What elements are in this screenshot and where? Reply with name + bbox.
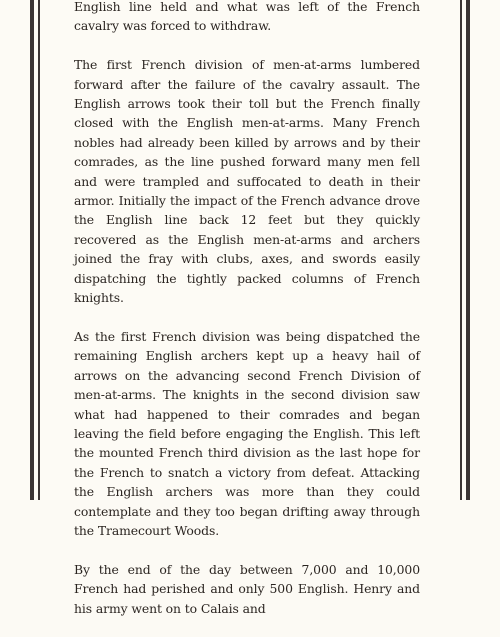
right-border-thick-rule xyxy=(466,0,470,500)
paragraph-first-division: The first French division of men-at-arms lumbered forward after the failure of the cavalry assault. The English arrows took their toll but the French finally closed with the English men-at-arms. Many French nobles had already been killed by arrows and by their comrades, as the line pushed forward many men fell and were trampled and suffocated to death in their armor. Initially the impact of the French advance drove the English line back 12 feet but they quickly recovered as the English men-at-arms and archers joined the fray with clubs, axes, and swords easily dispatching the tightly packed columns of French knights. xyxy=(74,57,420,306)
paragraph-second-division: As the first French division was being dispatched the remaining English archers kept up a heavy hail of arrows on the advancing second French Division of men-at-arms. The knights in the second division saw what had happened to their comrades and began leaving the field before engaging the English. This left the mounted French third division as the last hope for the French to snatch a victory from defeat. Attacking the English archers was more than they could contemplate and they too began drifting away through the Tramecourt Woods. xyxy=(74,328,420,538)
left-border-thin-rule xyxy=(38,0,40,500)
left-border-thick-rule xyxy=(30,0,34,500)
paragraph-cavalry-withdraw: English line held and what was left of the French cavalry was forced to withdraw. xyxy=(74,0,420,34)
paragraph-end-of-day: By the end of the day between 7,000 and 10,000 French had perished and only 500 English. Henry and his army went on to Calais and xyxy=(74,561,420,616)
right-border-thin-rule xyxy=(460,0,462,500)
document-body xyxy=(74,0,420,637)
